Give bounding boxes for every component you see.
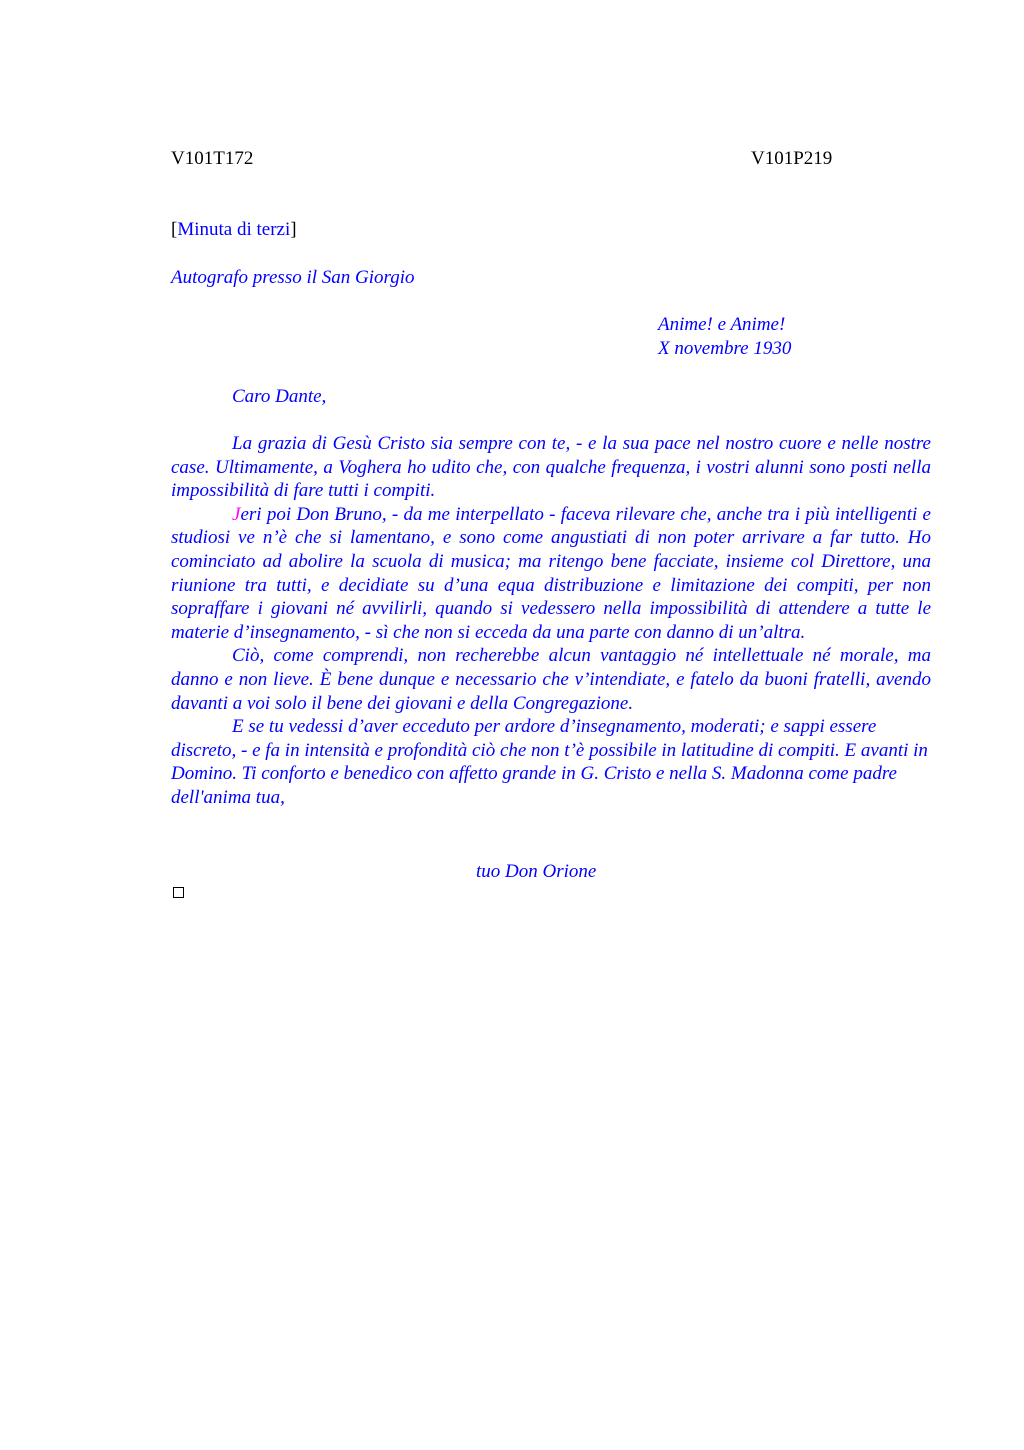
salutation: Caro Dante,: [232, 386, 327, 407]
dateline-date: X novembre 1930: [658, 338, 792, 359]
bracket-open: [: [171, 219, 178, 240]
dateline-place: Anime! e Anime!: [658, 314, 786, 335]
draft-note-label: Minuta di terzi: [177, 219, 291, 240]
draft-note: [171, 218, 297, 242]
paragraph-2-initial: J: [232, 503, 241, 525]
bracket-close: ]: [290, 219, 297, 240]
paragraph-2: [171, 503, 931, 645]
paragraph-3: Ciò, come comprendi, non recherebbe alcun vantaggio né intellettuale né morale, ma danno e non lieve. È bene dunque e necessario che v’intendiate, e fatelo da buoni fratelli, avendo davanti a voi solo il bene dei giovani e della Congregazione.: [171, 645, 931, 714]
paragraph-4: E se tu vedessi d’aver ecceduto per ardore d’insegnamento, moderati; e sappi essere discreto, - e fa in intensità e profondità ciò che non t’è possibile in latitudine di compiti. E avanti in Domino. Ti conforto e benedico con affetto grande in G. Cristo e nella S. Madonna come padre dell'anima tua,: [171, 716, 928, 808]
document-id-left: V101T172: [171, 148, 254, 169]
document-id-right: V101P219: [751, 148, 833, 169]
paragraph-2-text: eri poi Don Bruno, - da me interpellato - faceva rilevare che, anche tra i più intelligenti e studiosi ve n’è che si lamentano, e sono come angustiati di non poter arrivare a far tutto. Ho cominciato ad abolire la scuola di musica; ma ritengo bene facciate, insieme col Direttore, una riunione tra tutti, e decidiate su d’una equa distribuzione e limitazione dei compiti, per non sopraffare i giovani né avvilirli, quando si vedessero nella impossibilità di attendere a tutte le materie d’insegnamento, - sì che non si ecceda da una parte con danno di un’altra.: [171, 503, 931, 643]
letter-body: [171, 432, 931, 810]
paragraph-1: La grazia di Gesù Cristo sia sempre con te, - e la sua pace nel nostro cuore e nelle nostre case. Ultimamente, a Voghera ho udito che, con qualche frequenza, i vostri alunni sono posti nella impossibilità di fare tutti i compiti.: [171, 433, 931, 502]
provenance-line: Autografo presso il San Giorgio: [171, 267, 415, 288]
signature: tuo Don Orione: [476, 861, 597, 882]
end-square-icon: [173, 887, 184, 898]
